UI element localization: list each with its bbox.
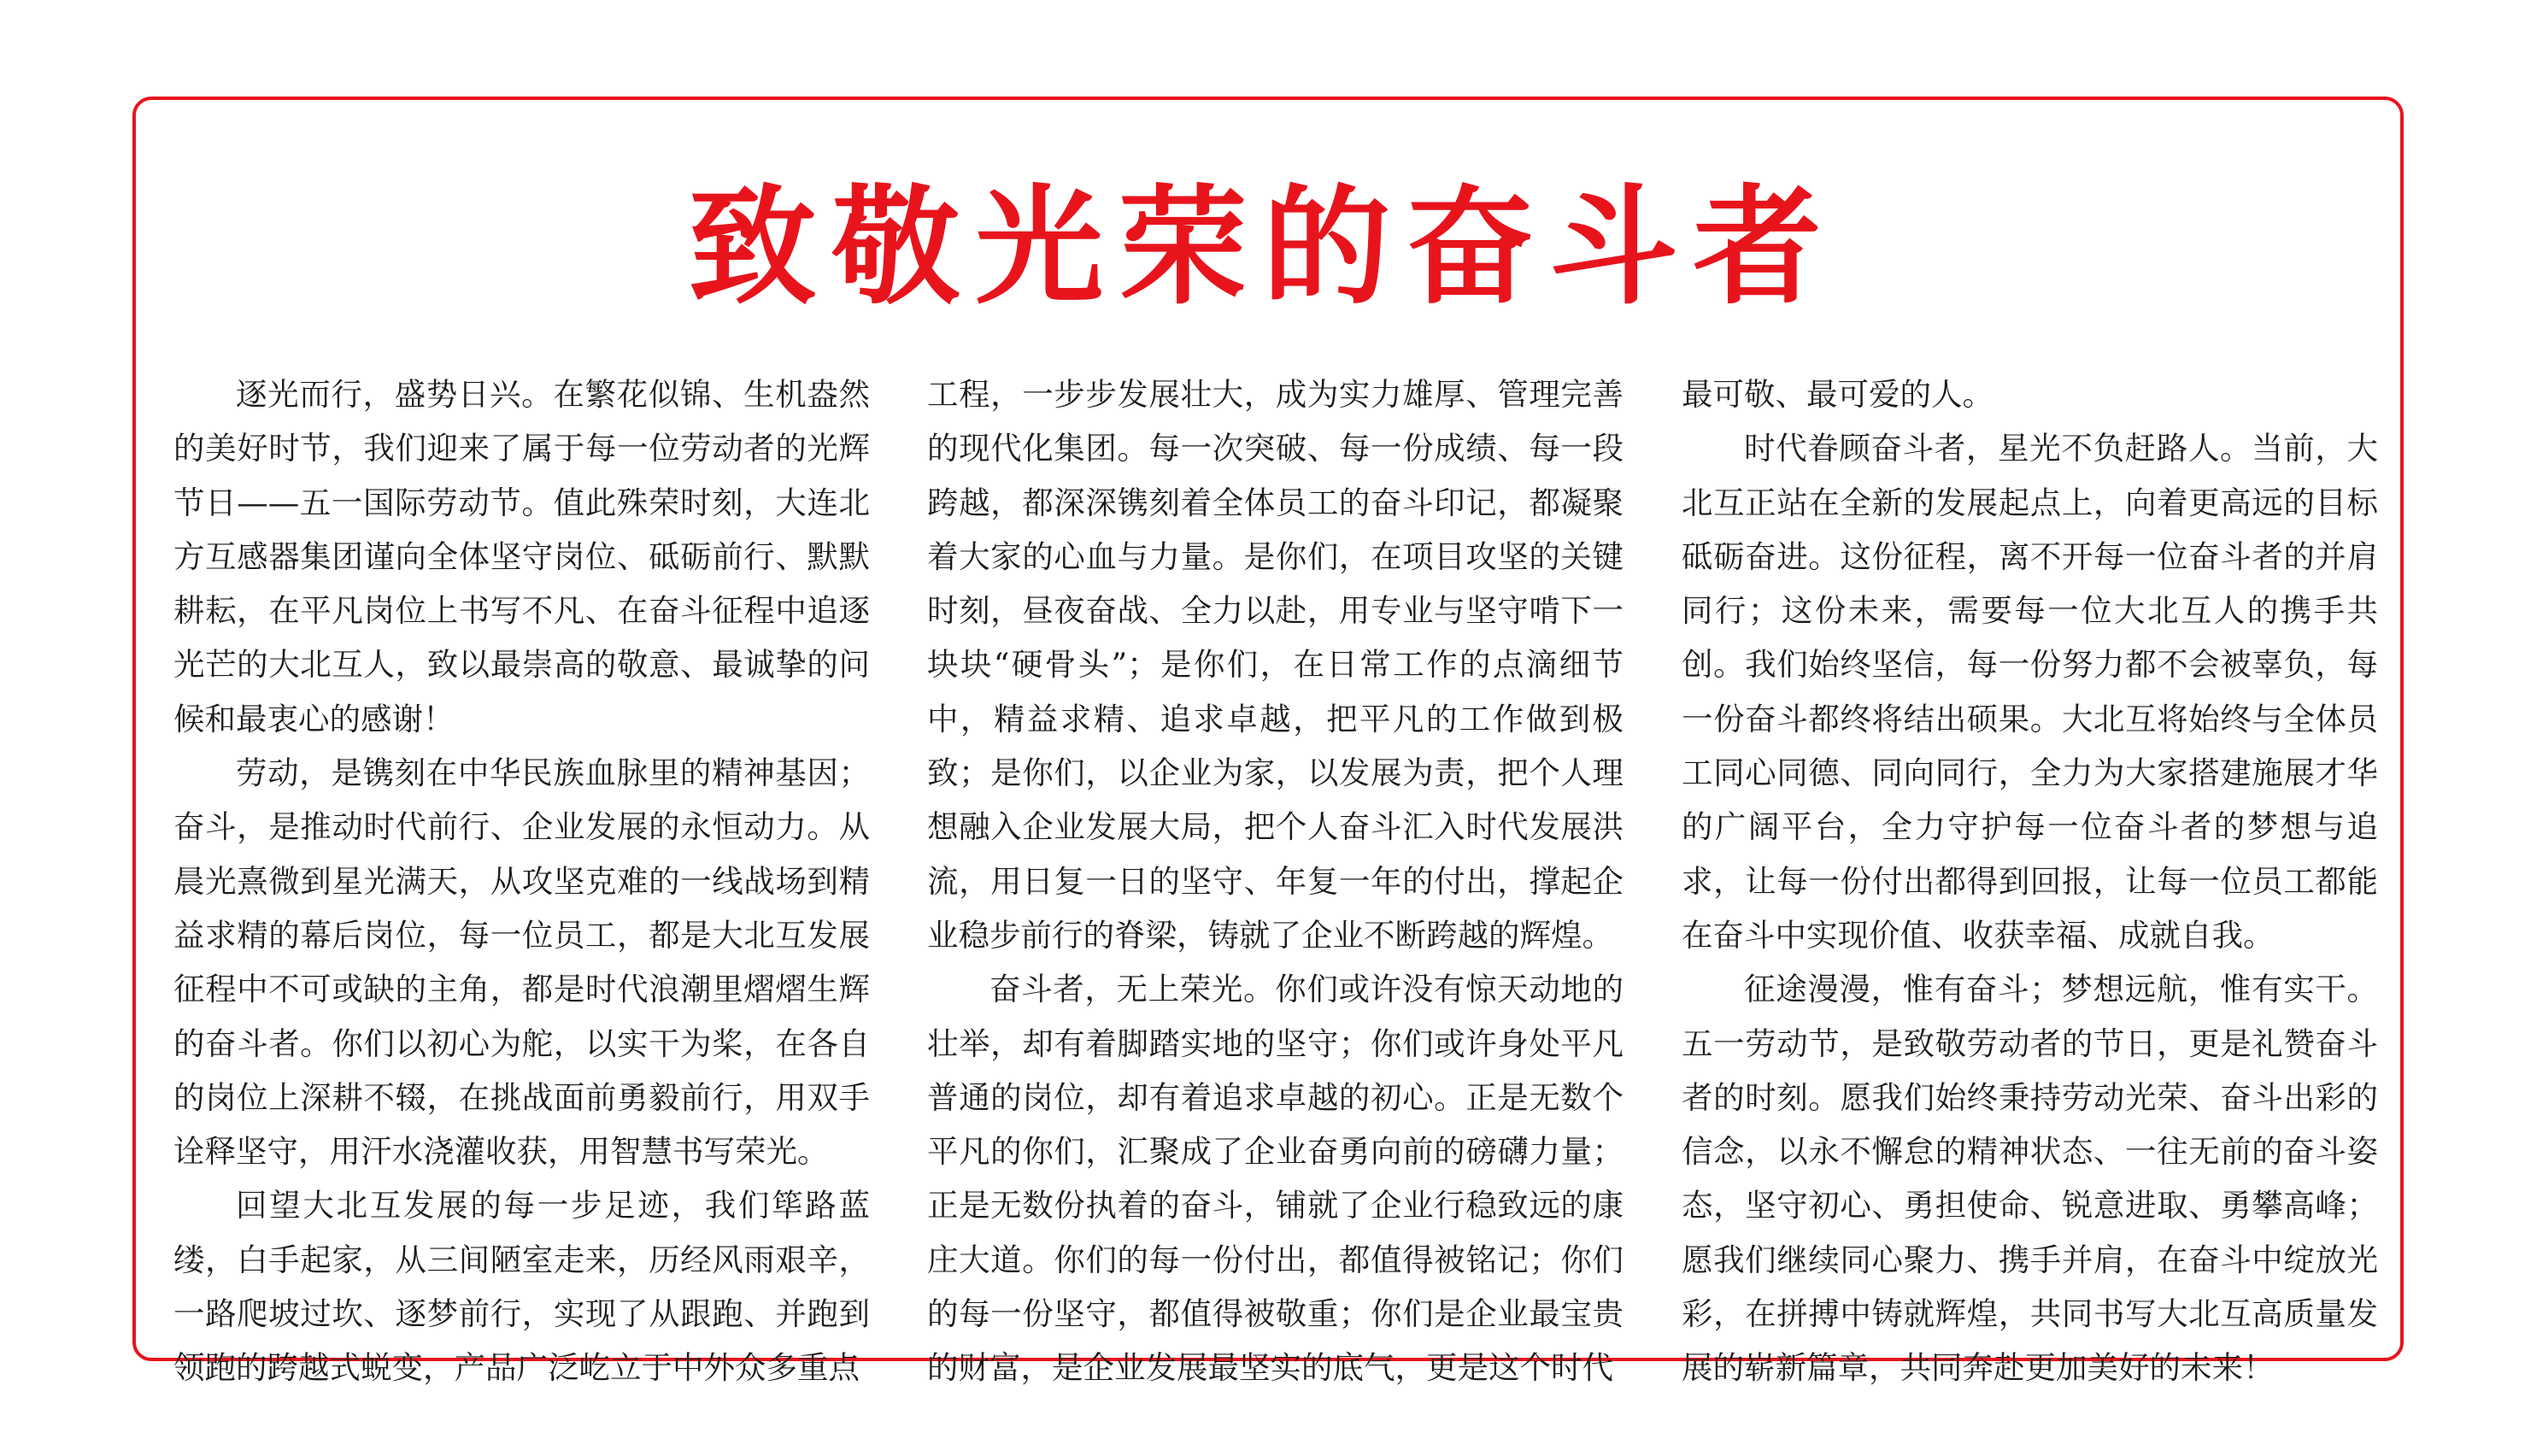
- paragraph: 最可敬、最可爱的人。: [1682, 376, 1994, 413]
- paragraph: 奋斗者，无上荣光。你们或许没有惊天动地的壮举，却有着脚踏实地的坚守；你们或许身处平凡普通的岗位，却有着追求卓越的初心。正是无数个平凡的你们，汇聚成了企业奋勇向前的磅礴力量；正是无数份执着的奋斗，铺就了企业行稳致远的康庄大道。你们的每一份付出，都值得被铭记；你们的每一份坚守，都值得被敬重；你们是企业最宝贵的财富，是企业发展最坚实的底气，更是这个时代: [927, 971, 1624, 1387]
- text-column-2: [927, 367, 1624, 1387]
- paragraph: 征途漫漫，惟有奋斗；梦想远航，惟有实干。五一劳动节，是致敬劳动者的节日，更是礼赞奋斗者的时刻。愿我们始终秉持劳动光荣、奋斗出彩的信念，以永不懈怠的精神状态、一往无前的奋斗姿态，坚守初心、勇担使命、锐意进取、勇攀高峰；愿我们继续同心聚力、携手并肩，在奋斗中绽放光彩，在拼搏中铸就辉煌，共同书写大北互高质量发展的崭新篇章，共同奔赴更加美好的未来！: [1682, 971, 2378, 1387]
- paragraph: 逐光而行，盛势日兴。在繁花似锦、生机盎然的美好时节，我们迎来了属于每一位劳动者的光辉节日——五一国际劳动节。值此殊荣时刻，大连北方互感器集团谨向全体坚守岗位、砥砺前行、默默耕耘，在平凡岗位上书写不凡、在奋斗征程中追逐光芒的大北互人，致以最崇高的敬意、最诚挚的问候和最衷心的感谢！: [173, 376, 870, 737]
- article-title: 致敬光荣的奋斗者: [688, 173, 1837, 322]
- text-column-1: [173, 367, 870, 1387]
- text-column-3: [1682, 367, 2378, 1387]
- paragraph: 时代眷顾奋斗者，星光不负赶路人。当前，大北互正站在全新的发展起点上，向着更高远的目标砥砺奋进。这份征程，离不开每一位奋斗者的并肩同行；这份未来，需要每一位大北互人的携手共创。我们始终坚信，每一份努力都不会被辜负，每一份奋斗都终将结出硕果。大北互将始终与全体员工同心同德、同向同行，全力为大家搭建施展才华的广阔平台，全力守护每一位奋斗者的梦想与追求，让每一份付出都得到回报，让每一位员工都能在奋斗中实现价值、收获幸福、成就自我。: [1682, 430, 2378, 954]
- paragraph: 劳动，是镌刻在中华民族血脉里的精神基因；奋斗，是推动时代前行、企业发展的永恒动力。从晨光熹微到星光满天，从攻坚克难的一线战场到精益求精的幕后岗位，每一位员工，都是大北互发展征程中不可或缺的主角，都是时代浪潮里熠熠生辉的奋斗者。你们以初心为舵，以实干为桨，在各自的岗位上深耕不辍，在挑战面前勇毅前行，用双手诠释坚守，用汗水浇灌收获，用智慧书写荣光。: [173, 754, 870, 1171]
- paragraph: 回望大北互发展的每一步足迹，我们筚路蓝缕，白手起家，从三间陋室走来，历经风雨艰辛，一路爬坡过坎、逐梦前行，实现了从跟跑、并跑到领跑的跨越式蜕变，产品广泛屹立于中外众多重点: [173, 1187, 870, 1387]
- paragraph: 工程，一步步发展壮大，成为实力雄厚、管理完善的现代化集团。每一次突破、每一份成绩、每一段跨越，都深深镌刻着全体员工的奋斗印记，都凝聚着大家的心血与力量。是你们，在项目攻坚的关键时刻，昼夜奋战、全力以赴，用专业与坚守啃下一块块“硬骨头”；是你们，在日常工作的点滴细节中，精益求精、追求卓越，把平凡的工作做到极致；是你们，以企业为家，以发展为责，把个人理想融入企业发展大局，把个人奋斗汇入时代发展洪流，用日复一日的坚守、年复一年的付出，撑起企业稳步前行的脊梁，铸就了企业不断跨越的辉煌。: [927, 376, 1624, 954]
